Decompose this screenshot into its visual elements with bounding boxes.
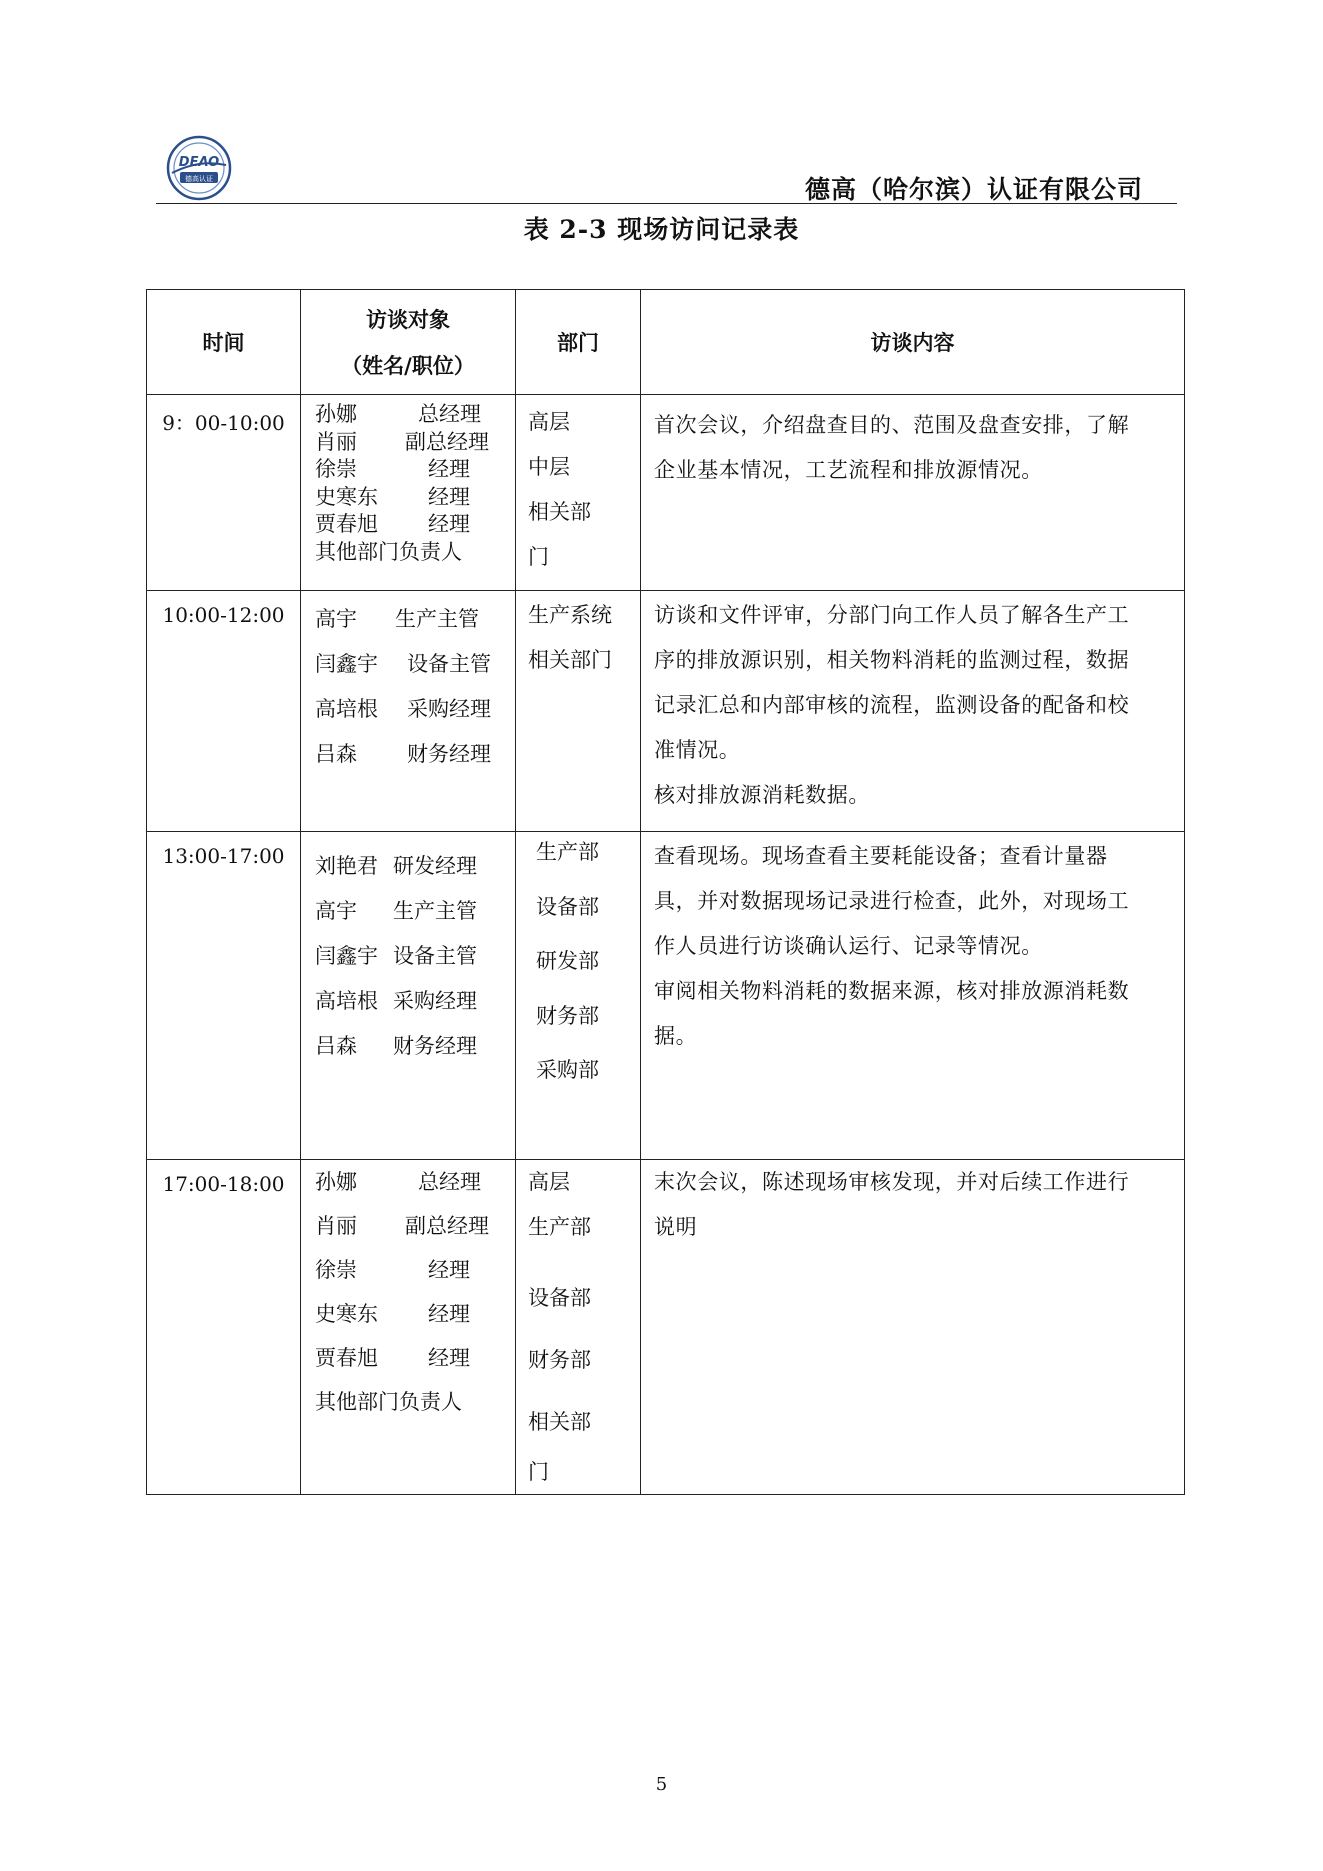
person-line (315, 1204, 515, 1248)
content-line: 具，并对数据现场记录进行检查，此外，对现场工 (654, 889, 1130, 913)
content-line: 准情况。 (654, 738, 741, 762)
table-header-row (147, 290, 1185, 395)
interviewee-cell (301, 1160, 516, 1495)
table-row (147, 591, 1185, 832)
person-line (315, 401, 515, 429)
person-role: 采购经理 (407, 697, 491, 721)
person-line (315, 539, 515, 567)
department-cell (516, 395, 641, 591)
person-line (315, 979, 515, 1024)
person-name: 吕森 (315, 1034, 357, 1058)
header-divider (156, 203, 1177, 204)
person-name: 高宇 (315, 899, 357, 923)
content-line: 首次会议，介绍盘查目的、范围及盘查安排，了解 (654, 413, 1130, 437)
person-name: 其他部门负责人 (315, 1390, 462, 1414)
person-name: 徐崇 (315, 1258, 357, 1282)
person-name: 贾春旭 (315, 512, 378, 536)
header-department: 部门 (516, 290, 641, 395)
logo-subtext: 德高认证 (185, 175, 213, 183)
header-time: 时间 (147, 290, 301, 395)
person-role: 财务经理 (393, 1034, 477, 1058)
person-role: 设备主管 (407, 652, 491, 676)
time-cell: 10:00-12:00 (147, 591, 301, 832)
person-line (315, 732, 515, 777)
department-line: 采购部 (536, 1058, 599, 1082)
logo-text: DEAO (178, 155, 220, 170)
person-line (315, 1024, 515, 1069)
person-role: 经理 (428, 484, 470, 509)
person-line (315, 1292, 515, 1336)
person-line (315, 889, 515, 934)
department-line: 设备部 (528, 1286, 591, 1310)
department-line: 门 (528, 1460, 549, 1484)
department-line: 生产部 (536, 840, 599, 864)
department-line: 生产系统 (528, 603, 612, 627)
department-line: 财务部 (536, 1003, 599, 1028)
person-role: 经理 (428, 1258, 470, 1282)
person-role: 财务经理 (407, 742, 491, 766)
person-role: 生产主管 (395, 607, 479, 631)
person-line (315, 429, 515, 457)
person-name: 闫鑫宇 (315, 652, 378, 676)
person-line (315, 1248, 515, 1292)
person-name: 孙娜 (315, 402, 357, 426)
department-cell (516, 591, 641, 832)
person-name: 史寒东 (315, 484, 378, 509)
person-name: 贾春旭 (315, 1346, 378, 1370)
person-name: 高培根 (315, 697, 378, 721)
header-interviewee (301, 290, 516, 395)
department-line: 财务部 (528, 1348, 591, 1372)
content-cell (641, 1160, 1185, 1495)
department-line: 设备部 (536, 894, 599, 919)
person-role: 生产主管 (393, 899, 477, 923)
department-cell (516, 1160, 641, 1495)
content-line: 据。 (654, 1024, 698, 1048)
content-line: 末次会议，陈述现场审核发现，并对后续工作进行 (654, 1170, 1130, 1194)
time-cell: 17:00-18:00 (147, 1160, 301, 1495)
time-cell: 13:00-17:00 (147, 832, 301, 1160)
person-role: 研发经理 (393, 854, 477, 878)
interviewee-cell (301, 395, 516, 591)
person-role: 总经理 (418, 402, 481, 426)
content-cell (641, 395, 1185, 591)
person-role: 经理 (428, 1346, 470, 1370)
person-line (315, 511, 515, 539)
time-cell: 9：00-10:00 (147, 395, 301, 591)
person-role: 经理 (428, 457, 470, 481)
page-number: 5 (655, 1774, 668, 1795)
person-role: 设备主管 (393, 944, 477, 968)
person-name: 徐崇 (315, 457, 357, 481)
person-line (315, 934, 515, 979)
content-line: 核对排放源消耗数据。 (654, 783, 870, 807)
content-cell (641, 832, 1185, 1160)
content-line: 说明 (654, 1215, 698, 1239)
interviewee-cell (301, 832, 516, 1160)
header-content: 访谈内容 (641, 290, 1185, 395)
content-line: 访谈和文件评审，分部门向工作人员了解各生产工 (654, 603, 1130, 627)
person-role: 经理 (428, 512, 470, 536)
person-line (315, 642, 515, 687)
person-role: 总经理 (418, 1170, 481, 1194)
person-name: 肖丽 (315, 1214, 357, 1238)
table-row (147, 1160, 1185, 1495)
content-cell (641, 591, 1185, 832)
person-name: 闫鑫宇 (315, 944, 378, 968)
person-line (315, 1160, 515, 1204)
table-row (147, 832, 1185, 1160)
company-name: 德高（哈尔滨）认证有限公司 (804, 175, 1143, 204)
content-line: 作人员进行访谈确认运行、记录等情况。 (654, 934, 1043, 958)
table-row (147, 395, 1185, 591)
person-line (315, 597, 515, 642)
person-name: 吕森 (315, 742, 357, 766)
person-line (315, 456, 515, 484)
header-interviewee-label: 访谈对象 (366, 307, 450, 332)
content-line: 企业基本情况，工艺流程和排放源情况。 (654, 458, 1043, 482)
person-line (315, 1336, 515, 1380)
person-name: 史寒东 (315, 1302, 378, 1326)
department-line: 高层 (528, 1170, 570, 1194)
person-line (315, 484, 515, 512)
content-line: 审阅相关物料消耗的数据来源，核对排放源消耗数 (654, 979, 1130, 1003)
header-interviewee-sub: （姓名/职位） (341, 353, 475, 378)
department-line: 相关部 (528, 1410, 591, 1434)
department-line: 高层 (528, 410, 570, 434)
person-role: 采购经理 (393, 989, 477, 1013)
content-line: 查看现场。现场查看主要耗能设备；查看计量器 (654, 844, 1108, 868)
person-role: 经理 (428, 1302, 470, 1326)
person-role: 副总经理 (405, 1214, 489, 1238)
department-line: 相关部 (528, 500, 591, 524)
person-line (315, 844, 515, 889)
department-line: 中层 (528, 455, 570, 479)
table-title: 表 2-3 现场访问记录表 (523, 215, 800, 244)
interviewee-cell (301, 591, 516, 832)
department-cell (516, 832, 641, 1160)
content-line: 记录汇总和内部审核的流程，监测设备的配备和校 (654, 693, 1130, 717)
person-role: 副总经理 (405, 429, 489, 454)
person-name: 其他部门负责人 (315, 539, 462, 564)
content-line: 序的排放源识别，相关物料消耗的监测过程，数据 (654, 648, 1130, 672)
department-line: 研发部 (536, 949, 599, 973)
company-logo (166, 135, 232, 201)
person-line (315, 1380, 515, 1424)
person-name: 孙娜 (315, 1170, 357, 1194)
person-name: 刘艳君 (315, 854, 378, 878)
person-name: 肖丽 (315, 429, 357, 454)
person-name: 高宇 (315, 607, 357, 631)
person-line (315, 687, 515, 732)
interview-record-table (146, 289, 1185, 1495)
person-name: 高培根 (315, 989, 378, 1013)
department-line: 生产部 (528, 1215, 591, 1239)
department-line: 相关部门 (528, 648, 612, 672)
department-line: 门 (528, 545, 549, 569)
